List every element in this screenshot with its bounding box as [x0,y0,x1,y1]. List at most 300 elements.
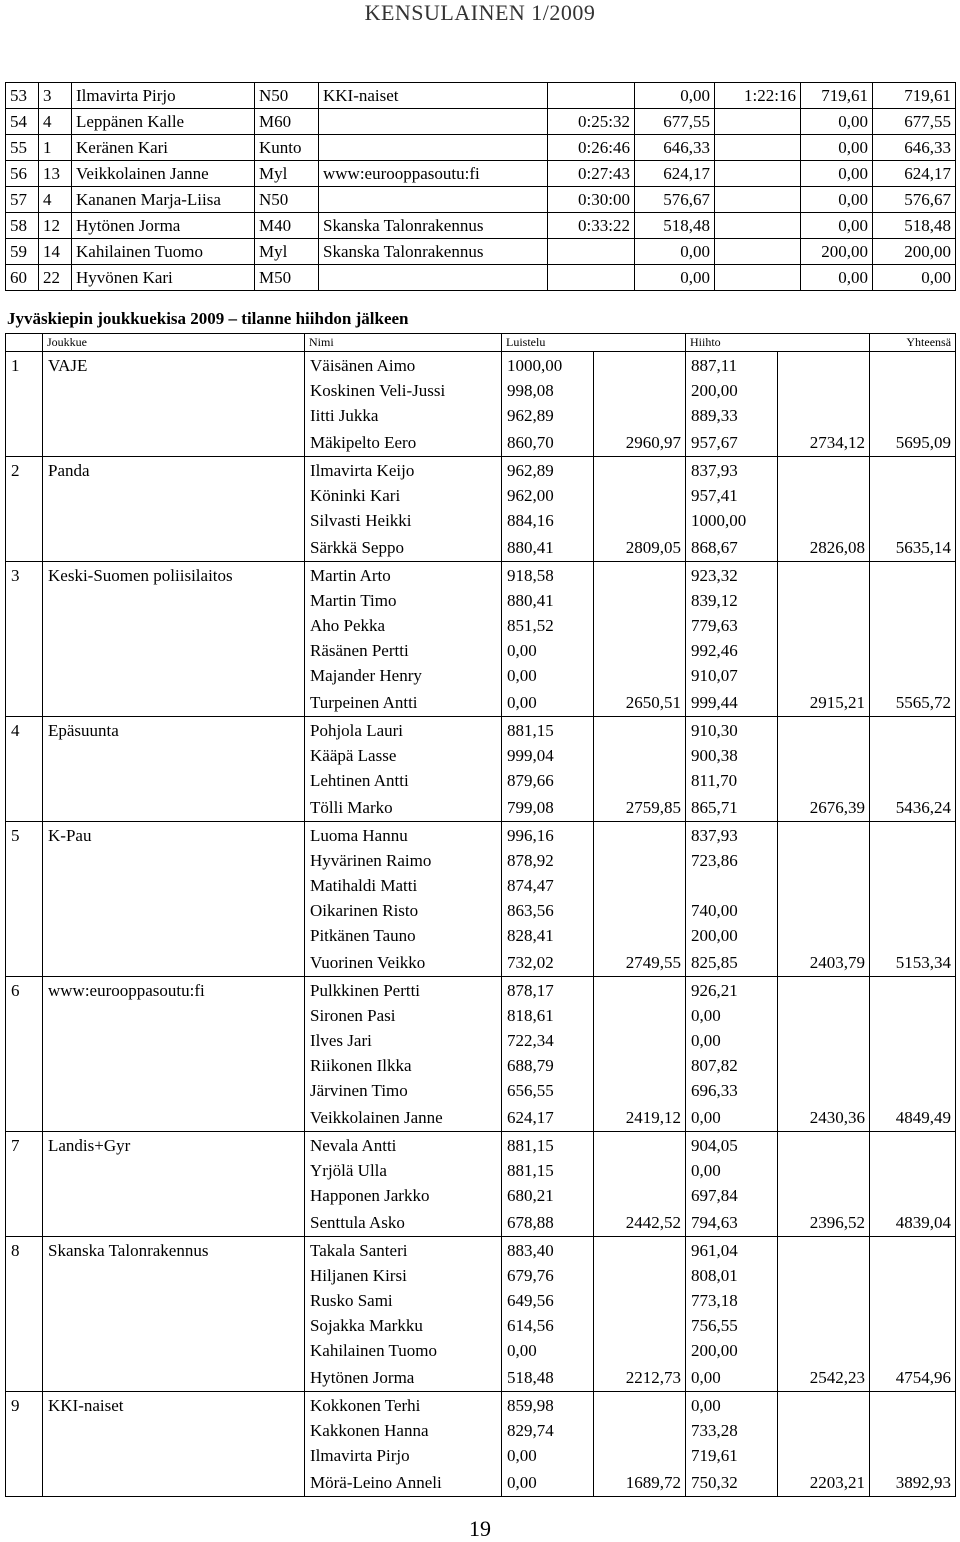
team-row [6,1132,956,1237]
skate-value: 0,00 [507,666,537,685]
ski-points [686,1132,778,1237]
member-names [305,352,502,457]
ski-sum-value: 2826,08 [809,538,866,557]
member-name: Vuorinen Veikko [310,953,426,972]
result-cell: 0,00 [873,265,956,291]
skate-value: 859,98 [507,1396,554,1415]
result-row [6,109,956,135]
team-rank-value: 3 [11,566,20,585]
member-names [305,1132,502,1237]
result-row [6,135,956,161]
team-rank-value: 1 [11,356,20,375]
skate-value: 0,00 [507,641,537,660]
member-name: Kahilainen Tuomo [310,1341,438,1360]
result-row [6,239,956,265]
ski-value: 696,33 [691,1081,738,1100]
result-cell: www:eurooppasoutu:fi [319,161,548,187]
member-name: Hyvärinen Raimo [310,851,432,870]
ski-value: 839,12 [691,591,738,610]
result-cell: 0,00 [801,187,873,213]
header-rank [6,334,43,352]
skate-points [502,1132,594,1237]
result-cell: Kananen Marja-Liisa [72,187,255,213]
member-name: Hiljanen Kirsi [310,1266,407,1285]
member-name: Särkkä Seppo [310,538,404,557]
result-cell: 0,00 [801,135,873,161]
skate-value: 799,08 [507,798,554,817]
result-cell: 22 [39,265,72,291]
result-cell [715,161,801,187]
member-name: Aho Pekka [310,616,386,635]
team-name [43,562,305,717]
ski-value: 923,32 [691,566,738,585]
member-names [305,1392,502,1497]
ski-value: 0,00 [691,1161,721,1180]
result-cell: Leppänen Kalle [72,109,255,135]
team-name-value: Panda [48,461,90,480]
result-cell: 0:30:00 [548,187,635,213]
team-rank-value: 7 [11,1136,20,1155]
ski-sum-value: 2915,21 [809,693,866,712]
ski-sum-value: 2734,12 [809,433,866,452]
result-cell [715,187,801,213]
result-cell: 576,67 [873,187,956,213]
skate-points [502,457,594,562]
team-name [43,1132,305,1237]
ski-sum [778,1392,870,1497]
result-cell: 14 [39,239,72,265]
ski-points [686,457,778,562]
skate-value: 962,89 [507,406,554,425]
skate-sum-value: 2960,97 [625,433,682,452]
team-total-value: 4849,49 [895,1108,952,1127]
team-total [870,717,956,822]
ski-sum-value: 2542,23 [809,1368,866,1387]
ski-sum [778,562,870,717]
ski-value: 808,01 [691,1266,738,1285]
team-table-header [6,334,956,352]
result-cell: 59 [6,239,39,265]
result-cell: 53 [6,83,39,109]
ski-sum [778,352,870,457]
member-name: Räsänen Pertti [310,641,409,660]
ski-value: 887,11 [691,356,738,375]
result-cell: 60 [6,265,39,291]
skate-sum-value: 2759,85 [625,798,682,817]
skate-value: 818,61 [507,1006,554,1025]
result-cell: 200,00 [801,239,873,265]
member-name: Ilmavirta Keijo [310,461,415,480]
ski-value: 889,33 [691,406,738,425]
ski-value: 0,00 [691,1108,721,1127]
team-name [43,352,305,457]
ski-value: 740,00 [691,901,738,920]
skate-value: 0,00 [507,1473,537,1492]
team-name-value: Landis+Gyr [48,1136,131,1155]
result-cell: 200,00 [873,239,956,265]
member-name: Järvinen Timo [310,1081,408,1100]
member-name: Rusko Sami [310,1291,393,1310]
skate-value: 1000,00 [507,356,563,375]
team-total [870,977,956,1132]
member-name: Riikonen Ilkka [310,1056,412,1075]
result-cell: 0,00 [801,265,873,291]
result-cell [548,265,635,291]
skate-points [502,717,594,822]
result-cell: N50 [255,83,319,109]
result-cell: Ilmavirta Pirjo [72,83,255,109]
result-cell: KKI-naiset [319,83,548,109]
ski-value: 961,04 [691,1241,738,1260]
skate-sum [594,822,686,977]
ski-value: 723,86 [691,851,738,870]
ski-value: 837,93 [691,826,738,845]
member-name: Majander Henry [310,666,422,685]
ski-value: 999,44 [691,693,738,712]
result-cell: 0:26:46 [548,135,635,161]
result-cell: Kahilainen Tuomo [72,239,255,265]
result-cell: Skanska Talonrakennus [319,213,548,239]
member-name: Koskinen Veli-Jussi [310,381,446,400]
result-cell: Hyvönen Kari [72,265,255,291]
skate-value: 874,47 [507,876,554,895]
team-rank [6,717,43,822]
result-cell [548,239,635,265]
member-name: Silvasti Heikki [310,511,412,530]
member-name: Veikkolainen Janne [310,1108,443,1127]
ski-points [686,1392,778,1497]
header-skate: Luistelu [502,334,686,352]
skate-value: 996,16 [507,826,554,845]
skate-value: 732,02 [507,953,554,972]
skate-sum-value: 2212,73 [625,1368,682,1387]
skate-value: 0,00 [507,693,537,712]
ski-value: 900,38 [691,746,738,765]
result-cell: 56 [6,161,39,187]
page-header: KENSULAINEN 1/2009 [364,0,596,25]
skate-sum [594,1132,686,1237]
team-total [870,1132,956,1237]
skate-value: 881,15 [507,721,554,740]
team-name [43,977,305,1132]
team-total-value: 4754,96 [895,1368,952,1387]
result-row [6,213,956,239]
result-cell: 12 [39,213,72,239]
skate-points [502,822,594,977]
member-names [305,717,502,822]
team-name-value: www:eurooppasoutu:fi [48,981,205,1000]
member-name: Tölli Marko [310,798,393,817]
member-name: Pulkkinen Pertti [310,981,421,1000]
team-rank [6,1237,43,1392]
result-cell: Hytönen Jorma [72,213,255,239]
team-rank-value: 6 [11,981,20,1000]
skate-value: 879,66 [507,771,554,790]
team-name [43,822,305,977]
skate-points [502,352,594,457]
ski-points [686,562,778,717]
member-name: Takala Santeri [310,1241,408,1260]
member-names [305,977,502,1132]
result-cell [548,83,635,109]
skate-value: 656,55 [507,1081,554,1100]
team-rank [6,1132,43,1237]
result-cell: 57 [6,187,39,213]
ski-value: 837,93 [691,461,738,480]
skate-sum [594,457,686,562]
ski-sum-value: 2430,36 [809,1108,866,1127]
result-cell: 0,00 [635,239,715,265]
skate-sum [594,717,686,822]
team-rank-value: 8 [11,1241,20,1260]
member-name: Köninki Kari [310,486,401,505]
ski-value: 0,00 [691,1031,721,1050]
skate-value: 881,15 [507,1136,554,1155]
team-row [6,352,956,457]
result-cell [319,135,548,161]
ski-value: 0,00 [691,1368,721,1387]
skate-sum-value: 2809,05 [625,538,682,557]
ski-points [686,352,778,457]
ski-sum-value: 2203,21 [809,1473,866,1492]
member-name: Sojakka Markku [310,1316,423,1335]
result-cell: 518,48 [873,213,956,239]
result-cell: 719,61 [873,83,956,109]
skate-value: 828,41 [507,926,554,945]
page-number: 19 [469,1516,491,1541]
member-name: Kokkonen Terhi [310,1396,421,1415]
member-name: Ilmavirta Pirjo [310,1446,410,1465]
skate-value: 998,08 [507,381,554,400]
result-cell: 4 [39,187,72,213]
ski-value: 868,67 [691,538,738,557]
team-rank [6,457,43,562]
result-cell: 624,17 [873,161,956,187]
result-cell [715,109,801,135]
ski-value: 200,00 [691,926,738,945]
header-team: Joukkue [43,334,305,352]
ski-value: 0,00 [691,1006,721,1025]
result-cell: 0,00 [635,83,715,109]
skate-value: 878,17 [507,981,554,1000]
ski-value: 992,46 [691,641,738,660]
team-name-value: Epäsuunta [48,721,119,740]
member-names [305,457,502,562]
team-total-value: 5635,14 [895,538,952,557]
result-cell: 0:33:22 [548,213,635,239]
member-name: Mäkipelto Eero [310,433,417,452]
skate-value: 962,00 [507,486,554,505]
result-cell: 55 [6,135,39,161]
ski-value: 910,30 [691,721,738,740]
ski-value: 807,82 [691,1056,738,1075]
ski-sum [778,717,870,822]
skate-sum-value: 1689,72 [625,1473,682,1492]
skate-sum-value: 2650,51 [625,693,682,712]
skate-value: 678,88 [507,1213,554,1232]
member-name: Ilves Jari [310,1031,372,1050]
result-cell: 0,00 [801,213,873,239]
ski-points [686,1237,778,1392]
team-name-value: Keski-Suomen poliisilaitos [48,566,233,585]
skate-value: 680,21 [507,1186,554,1205]
ski-value: 865,71 [691,798,738,817]
header-name: Nimi [305,334,502,352]
skate-value: 851,52 [507,616,554,635]
skate-value: 881,15 [507,1161,554,1180]
skate-points [502,562,594,717]
ski-value: 779,63 [691,616,738,635]
ski-value: 926,21 [691,981,738,1000]
member-name: Lehtinen Antti [310,771,409,790]
team-total-value: 5565,72 [895,693,952,712]
team-rank-value: 4 [11,721,20,740]
result-cell [319,187,548,213]
result-cell: 0,00 [801,161,873,187]
result-cell: 518,48 [635,213,715,239]
skate-points [502,1392,594,1497]
team-name [43,1392,305,1497]
result-cell: 1 [39,135,72,161]
member-name: Turpeinen Antti [310,693,418,712]
ski-value: 200,00 [691,1341,738,1360]
skate-value: 614,56 [507,1316,554,1335]
team-row [6,1237,956,1392]
result-cell: 3 [39,83,72,109]
member-name: Nevala Antti [310,1136,397,1155]
member-name: Matihaldi Matti [310,876,418,895]
skate-value: 829,74 [507,1421,554,1440]
ski-sum [778,977,870,1132]
ski-value: 756,55 [691,1316,738,1335]
skate-value: 883,40 [507,1241,554,1260]
ski-sum-value: 2676,39 [809,798,866,817]
result-cell: N50 [255,187,319,213]
result-cell: 646,33 [635,135,715,161]
skate-sum [594,352,686,457]
result-cell: 719,61 [801,83,873,109]
team-total [870,562,956,717]
ski-value: 910,07 [691,666,738,685]
skate-value: 688,79 [507,1056,554,1075]
result-cell [319,265,548,291]
skate-value: 0,00 [507,1446,537,1465]
result-cell: 4 [39,109,72,135]
ski-value: 719,61 [691,1446,738,1465]
member-name: Senttula Asko [310,1213,405,1232]
ski-value: 733,28 [691,1421,738,1440]
member-names [305,822,502,977]
result-cell: Myl [255,161,319,187]
team-name [43,457,305,562]
team-rank [6,822,43,977]
ski-value: 957,41 [691,486,738,505]
ski-value: 794,63 [691,1213,738,1232]
skate-value: 880,41 [507,538,554,557]
ski-value: 200,00 [691,381,738,400]
result-cell: M40 [255,213,319,239]
header-total: Yhteensä [870,334,956,352]
result-cell: 54 [6,109,39,135]
skate-value: 880,41 [507,591,554,610]
team-rank [6,352,43,457]
result-cell [319,109,548,135]
team-row [6,822,956,977]
result-cell: Veikkolainen Janne [72,161,255,187]
team-total-value: 5436,24 [895,798,952,817]
skate-value: 918,58 [507,566,554,585]
skate-value: 649,56 [507,1291,554,1310]
team-name [43,717,305,822]
ski-points [686,977,778,1132]
result-cell: Skanska Talonrakennus [319,239,548,265]
team-name-value: K-Pau [48,826,92,845]
result-row [6,187,956,213]
ski-value: 957,67 [691,433,738,452]
result-cell: Keränen Kari [72,135,255,161]
result-cell: 624,17 [635,161,715,187]
ski-sum-value: 2396,52 [809,1213,866,1232]
team-name-value: KKI-naiset [48,1396,124,1415]
skate-value: 679,76 [507,1266,554,1285]
team-total-value: 5153,34 [895,953,952,972]
team-rank [6,977,43,1132]
result-row [6,161,956,187]
team-row [6,977,956,1132]
skate-value: 962,89 [507,461,554,480]
result-cell [715,135,801,161]
section-title: Jyväskiepin joukkuekisa 2009 – tilanne hiihdon jälkeen [7,309,409,328]
member-names [305,1237,502,1392]
individual-results-table [5,82,956,291]
member-name: Pohjola Lauri [310,721,404,740]
result-cell: 0,00 [635,265,715,291]
member-name: Kakkonen Hanna [310,1421,429,1440]
skate-points [502,1237,594,1392]
result-cell: 58 [6,213,39,239]
skate-value: 878,92 [507,851,554,870]
skate-sum-value: 2419,12 [625,1108,682,1127]
ski-sum [778,1237,870,1392]
member-name: Hytönen Jorma [310,1368,415,1387]
result-cell: 646,33 [873,135,956,161]
team-total [870,1237,956,1392]
skate-sum [594,1392,686,1497]
ski-value [691,873,774,898]
ski-points [686,717,778,822]
ski-value: 825,85 [691,953,738,972]
ski-value: 697,84 [691,1186,738,1205]
result-cell [715,213,801,239]
team-total-value: 5695,09 [895,433,952,452]
result-cell: 677,55 [873,109,956,135]
skate-value: 518,48 [507,1368,554,1387]
member-name: Martin Arto [310,566,391,585]
ski-value: 773,18 [691,1291,738,1310]
team-row [6,1392,956,1497]
header-ski: Hiihto [686,334,870,352]
skate-value: 884,16 [507,511,554,530]
team-total-value: 4839,04 [895,1213,952,1232]
result-cell: 13 [39,161,72,187]
member-name: Mörä-Leino Anneli [310,1473,442,1492]
member-name: Iitti Jukka [310,406,379,425]
result-cell: 0:27:43 [548,161,635,187]
team-name-value: Skanska Talonrakennus [48,1241,209,1260]
ski-value: 811,70 [691,771,738,790]
result-cell [715,239,801,265]
result-cell: 0:25:32 [548,109,635,135]
